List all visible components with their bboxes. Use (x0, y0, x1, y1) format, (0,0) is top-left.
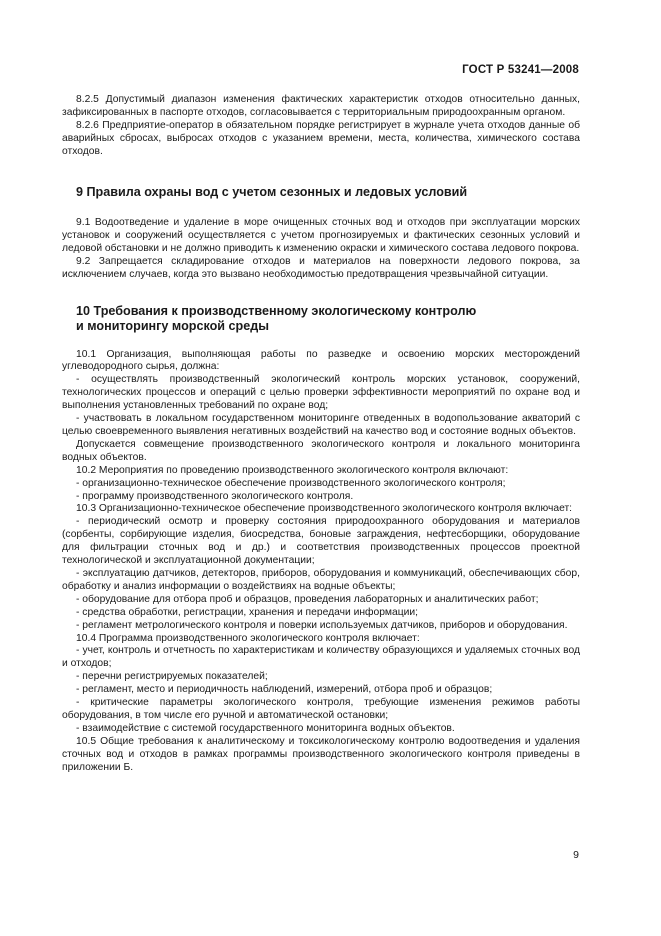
list-item: - регламент метрологического контроля и поверки используемых датчиков, приборов и оборудования. (76, 619, 568, 631)
list-item: - перечни регистрируемых показателей; (76, 671, 268, 683)
section-10-title-line1: 10 Требования к производственному экологическому контролю (76, 303, 477, 318)
paragraph-8-2-6: 8.2.6 Предприятие-оператор в обязательном порядке регистрирует в журнале учета отходов данные об аварийных сбросах, выбросах отходов с указанием времени, места, количества, химического состава отходов. (62, 119, 580, 157)
list-item: - участвовать в локальном государственном мониторинге отведенных в водопользование акваторий с целью своевременного выявления негативных воздействий на качество вод и состояние водных объектов. (62, 413, 580, 437)
list-item: - осуществлять производственный экологический контроль морских установок, сооружений, технологических процессов и операций с целью проверки эффективности мероприятий по охране вод и выполнения установленных требований по охране вод; (62, 374, 580, 412)
list-item: - организационно-техническое обеспечение производственного экологического контроля; (76, 477, 506, 489)
list-item: - программу производственного экологического контроля. (76, 490, 354, 502)
list-item: - эксплуатацию датчиков, детекторов, приборов, оборудования и коммуникаций, обеспечивающих сбор, обработку и анализ информации о воздействиях на водные объекты; (62, 567, 580, 592)
paragraph-10-5: 10.5 Общие требования к аналитическому и токсикологическому контролю водоотведения и удаления сточных вод и отходов в рамках программы производственного экологического контроля приведены в приложении Б. (62, 735, 580, 773)
section-10-title (62, 304, 580, 335)
list-item: - средства обработки, регистрации, хранения и передачи информации; (76, 606, 418, 618)
list-item: - периодический осмотр и проверку состояния природоохранного оборудования и материалов (сорбенты, сорбирующие изделия, биосредства, боновые заграждения, нефтесборщики, оборудование для фильтрации сточных вод и др.) и соответствия производственных процессов проектной технологической и эксплуатационной документации; (62, 516, 580, 567)
paragraph-10-3: 10.3 Организационно-техническое обеспечение производственного экологического контроля включает: (76, 503, 573, 515)
paragraph-10-4: 10.4 Программа производственного экологического контроля включает: (76, 632, 420, 644)
list-item: - критические параметры экологического контроля, требующие изменения режимов работы оборудования, в том числе его ручной и автоматической остановки; (62, 697, 580, 721)
page-number: 9 (573, 849, 579, 861)
list-item: - взаимодействие с системой государственного мониторинга водных объектов. (76, 722, 455, 734)
paragraph-9-1: 9.1 Водоотведение и удаление в море очищенных сточных вод и отходов при эксплуатации морских установок и сооружений осуществляется с учетом прогнозируемых и фактических сезонных условий и ледовой обстановки и не должно приводить к изменению окраски и химического состава ледового покрова. (62, 217, 580, 254)
document-code-header: ГОСТ Р 53241—2008 (462, 64, 579, 76)
page-content (62, 94, 580, 774)
paragraph-8-2-5: 8.2.5 Допустимый диапазон изменения фактических характеристик отходов относительно данных, зафиксированных в паспорте отходов, согласовывается с территориальным природоохранным органом. (62, 94, 580, 118)
list-item: - оборудование для отбора проб и образцов, проведения лабораторных и аналитических работ; (76, 593, 539, 605)
list-item: - учет, контроль и отчетность по характеристикам и количеству образующихся и удаляемых сточных вод и отходов; (62, 645, 580, 670)
paragraph-10-2: 10.2 Мероприятия по проведению производственного экологического контроля включают: (76, 464, 509, 476)
section-10-title-line2: и мониторингу морской среды (76, 319, 269, 334)
paragraph-note: Допускается совмещение производственного экологического контроля и локального мониторинга водных объектов. (62, 438, 580, 463)
paragraph-10-1: 10.1 Организация, выполняющая работы по разведке и освоению морских месторождений углеводородного сырья, должна: (62, 348, 580, 373)
section-9-title: 9 Правила охраны вод с учетом сезонных и ледовых условий (76, 184, 468, 199)
paragraph-9-2: 9.2 Запрещается складирование отходов и материалов на поверхности ледового покрова, за исключением случаев, когда это вызвано необходимостью предотвращения чрезвычайной ситуации. (62, 255, 580, 280)
list-item: - регламент, место и периодичность наблюдений, измерений, отбора проб и образцов; (76, 684, 493, 696)
